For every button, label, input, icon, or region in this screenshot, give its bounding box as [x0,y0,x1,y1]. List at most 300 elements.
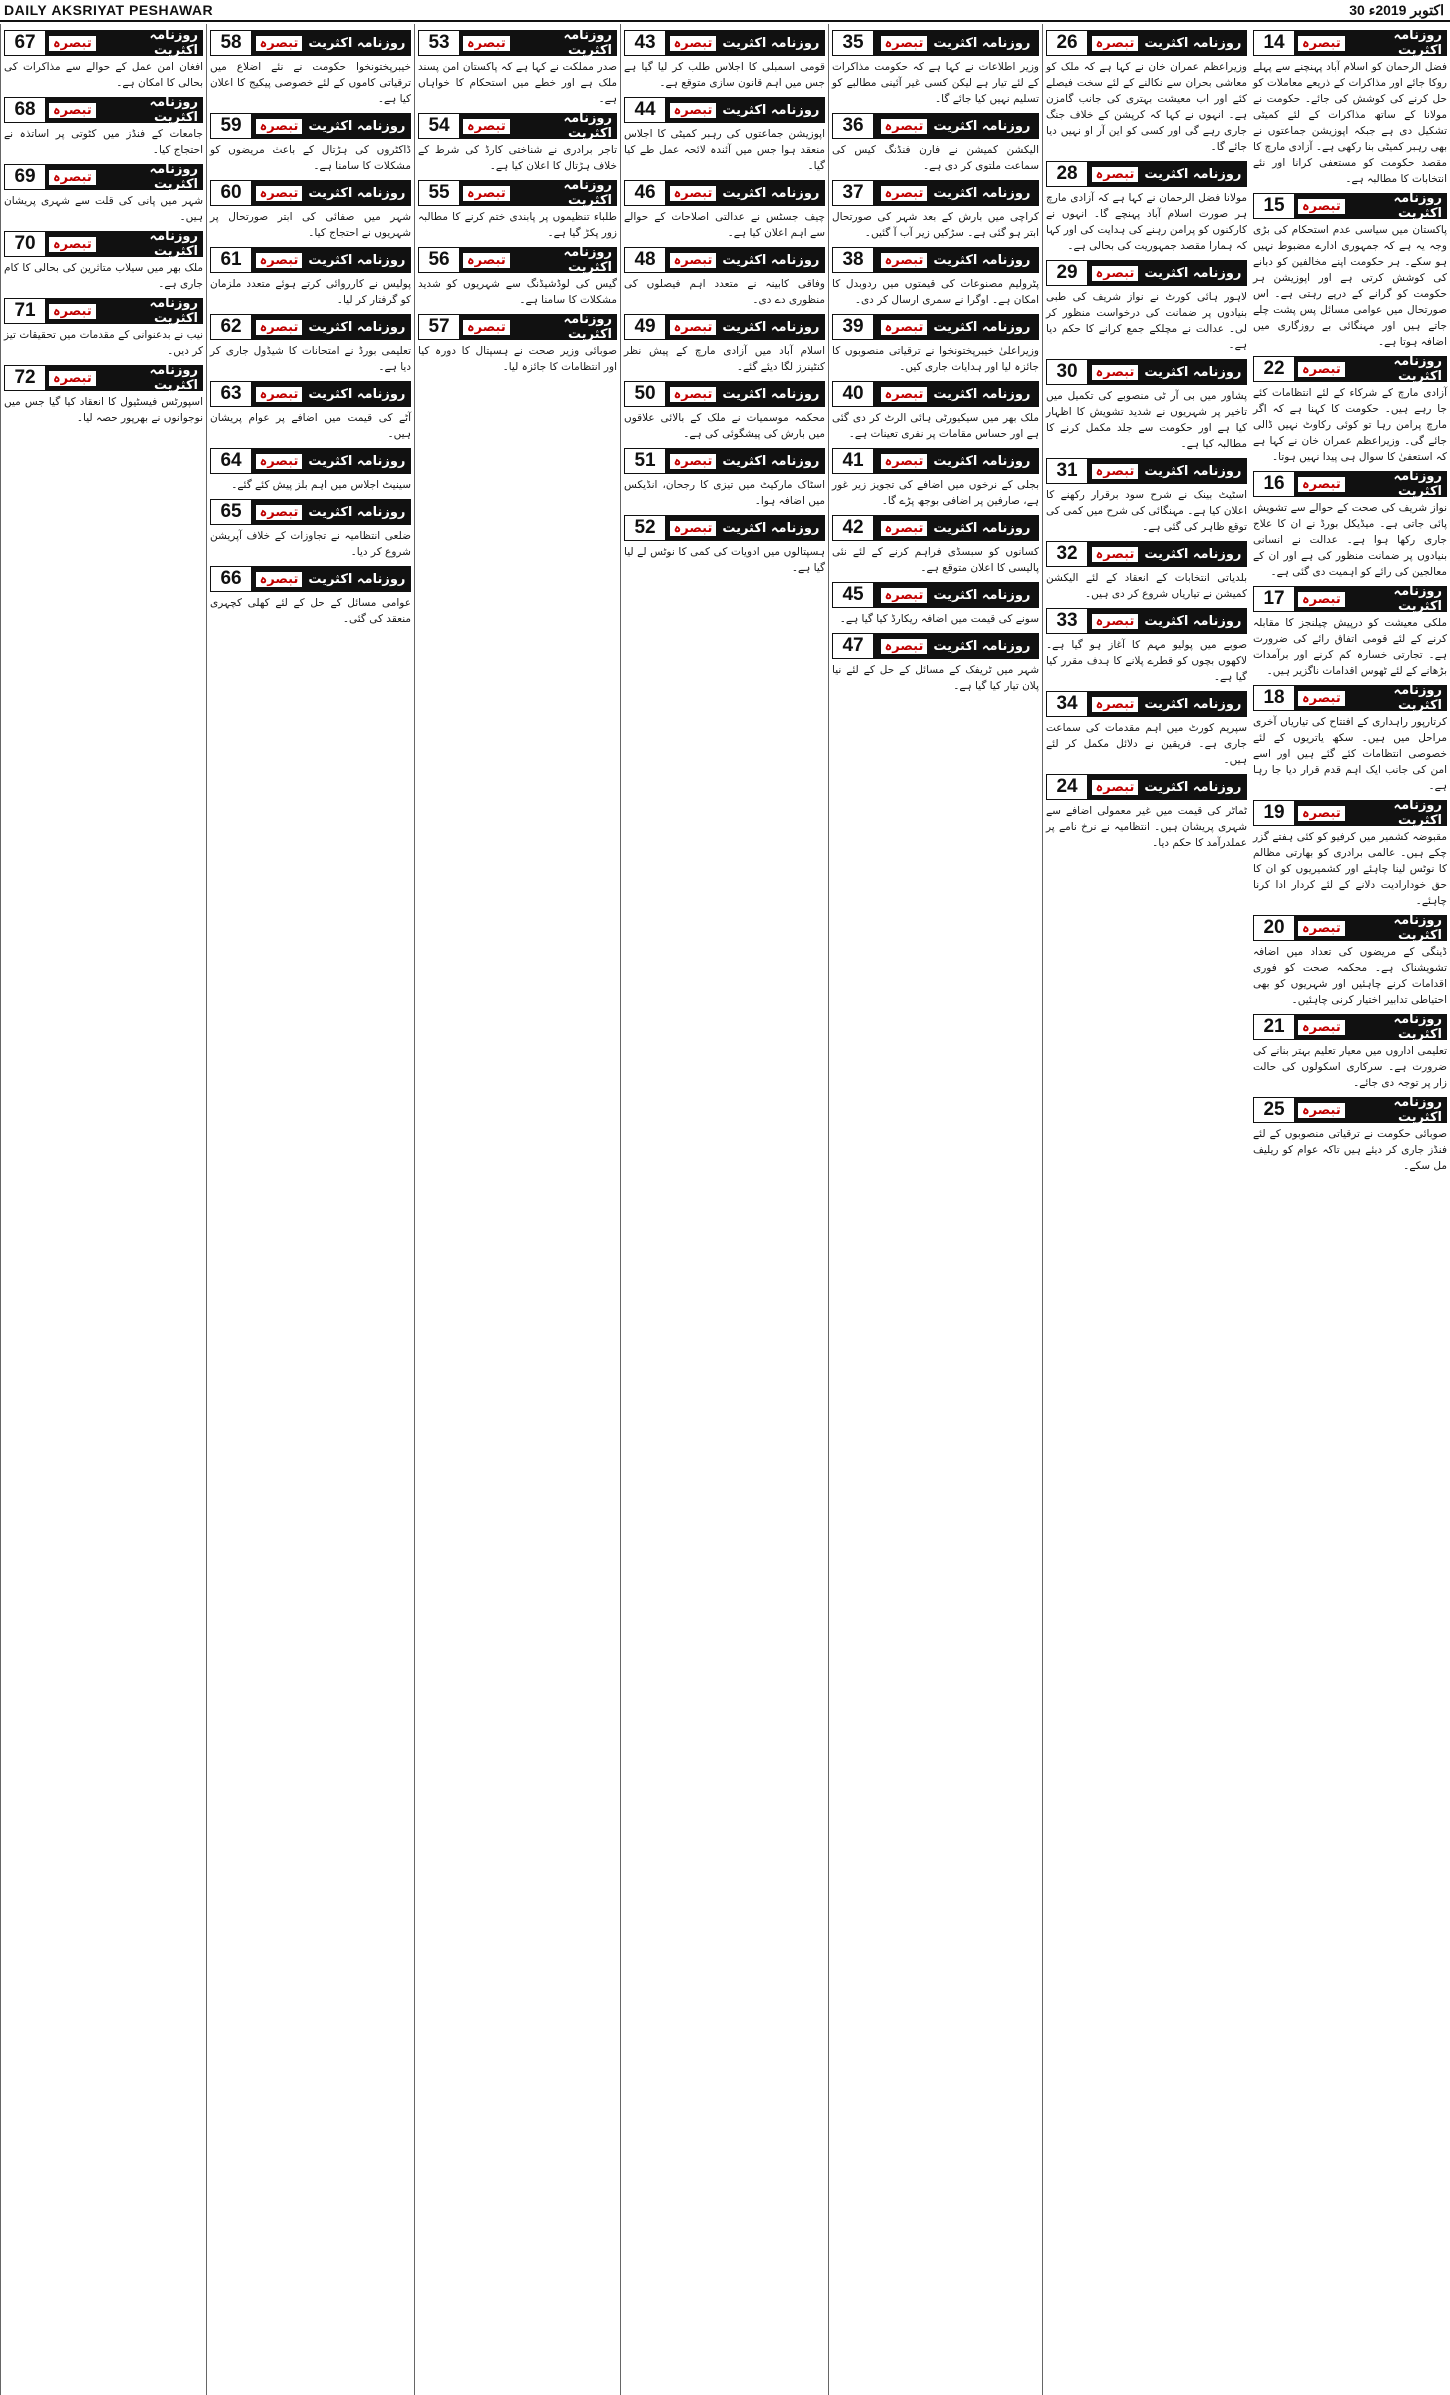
brand-label: تبصرہ [49,237,96,252]
news-item-header [210,247,411,273]
news-item-number: 21 [1254,1015,1294,1039]
brand-label: تبصرہ [1298,921,1345,936]
logo-text: روزنامہ اکثریت [722,185,820,201]
news-item-number: 49 [625,315,665,339]
news-item-text: شہر میں پانی کی قلت سے شہری پریشان ہیں۔ [4,195,203,223]
news-item [1046,541,1247,602]
news-item [832,515,1039,576]
brand-label: تبصرہ [256,119,303,134]
brand-label: تبصرہ [1298,362,1345,377]
paper-logo-tag [45,296,202,326]
logo-text: روزنامہ اکثریت [563,312,612,342]
news-item-number: 42 [833,516,873,540]
brand-label: تبصرہ [881,253,928,268]
logo-text: روزنامہ اکثریت [722,252,820,268]
paper-logo-tag [665,98,824,122]
paper-logo-tag [459,111,616,141]
news-item-header [624,314,825,340]
news-item-text: ملک بھر میں سیلاب متاثرین کی بحالی کا کام جاری ہے۔ [4,262,203,290]
news-item-text: کرتارپور راہداری کے افتتاح کی تیاریاں آخری مراحل میں ہیں۔ سکھ یاتریوں کے لئے خصوصی انتظامات کئے گئے ہیں اور اسے امن کی جانب ایک اہم قدم قرار دیا جا رہا ہے۔ [1253,716,1447,792]
logo-text: روزنامہ اکثریت [308,386,406,402]
news-item-header [832,30,1039,56]
brand-label: تبصرہ [670,454,717,469]
news-item-header [418,180,617,206]
news-item-header [4,97,203,123]
news-item-text: کسانوں کو سبسڈی فراہم کرنے کے لئے نئی پالیسی کا اعلان متوقع ہے۔ [832,546,1039,574]
news-item [1046,458,1247,535]
news-item-number: 37 [833,181,873,205]
logo-text: روزنامہ اکثریت [933,587,1031,603]
logo-text: روزنامہ اکثریت [1144,546,1242,562]
news-item-number: 16 [1254,472,1294,496]
news-item-number: 61 [211,248,251,272]
paper-logo-tag [459,312,616,342]
brand-label: تبصرہ [670,387,717,402]
news-item-number: 35 [833,31,873,55]
news-item-number: 50 [625,382,665,406]
news-item [210,180,411,241]
logo-text: روزنامہ اکثریت [722,319,820,335]
news-item-header [1046,30,1247,56]
news-item-text: جامعات کے فنڈز میں کٹوتی پر اساتذہ نے احتجاج کیا۔ [4,128,203,156]
news-column [206,24,414,2395]
paper-prefix: DAILY [4,2,52,18]
paper-logo-tag [251,382,410,406]
news-item [210,314,411,375]
paper-city: PESHAWAR [124,2,214,18]
logo-text: روزنامہ اکثریت [1393,191,1442,221]
news-item-number: 34 [1047,692,1087,716]
paper-logo-tag [45,229,202,259]
news-item-number: 71 [5,299,45,323]
news-item-text: ضلعی انتظامیہ نے تجاوزات کے خلاف آپریشن شروع کر دیا۔ [210,530,411,558]
news-item-number: 31 [1047,459,1087,483]
news-item-text: آٹے کی قیمت میں اضافے پر عوام پریشان ہیں۔ [210,412,411,440]
news-item-header [832,381,1039,407]
news-item-number: 45 [833,583,873,607]
paper-logo-tag [873,516,1038,540]
logo-text: روزنامہ اکثریت [722,102,820,118]
brand-label: تبصرہ [463,119,510,134]
logo-text: روزنامہ اکثریت [149,28,198,58]
news-item-header [832,633,1039,659]
brand-label: تبصرہ [881,387,928,402]
news-item-header [418,247,617,273]
brand-label: تبصرہ [256,36,303,51]
news-item [1046,691,1247,768]
news-item-text: نیب نے بدعنوانی کے مقدمات میں تحقیقات تیز کر دیں۔ [4,329,203,357]
brand-label: تبصرہ [49,371,96,386]
logo-text: روزنامہ اکثریت [1393,683,1442,713]
paper-logo-tag [873,248,1038,272]
news-item-number: 72 [5,366,45,390]
news-item [210,381,411,442]
brand-label: تبصرہ [670,521,717,536]
news-item-header [1046,458,1247,484]
brand-label: تبصرہ [1298,691,1345,706]
logo-text: روزنامہ اکثریت [722,520,820,536]
paper-logo-tag [251,567,410,591]
news-item-text: مقبوضہ کشمیر میں کرفیو کو کئی ہفتے گزر چکے ہیں۔ عالمی برادری کو بھارتی مظالم کا نوٹس لینا چاہئے اور کشمیریوں کو ان کا حق خودارادیت دلانے کے لئے کردار ادا کرنا چاہئے۔ [1253,831,1447,907]
paper-logo-tag [665,516,824,540]
news-item-header [1253,193,1447,219]
brand-label: تبصرہ [463,253,510,268]
news-item-number: 29 [1047,261,1087,285]
paper-logo-tag [1294,191,1446,221]
news-item-header [210,314,411,340]
news-item [418,314,617,375]
news-item [1253,685,1447,794]
news-item [210,499,411,560]
news-item-header [4,164,203,190]
paper-logo-tag [1294,1095,1446,1125]
news-item [1253,1014,1447,1091]
news-item [624,314,825,375]
news-item-text: اسٹاک مارکیٹ میں تیزی کا رجحان، انڈیکس میں اضافہ ہوا۔ [624,479,825,507]
paper-logo-tag [459,245,616,275]
news-item-text: تاجر برادری نے شناختی کارڈ کی شرط کے خلاف ہڑتال کا اعلان کیا ہے۔ [418,144,617,172]
news-column [414,24,620,2395]
paper-logo-tag [45,363,202,393]
news-item-number: 53 [419,31,459,55]
logo-text: روزنامہ اکثریت [1144,35,1242,51]
news-item [1253,356,1447,465]
news-item-number: 22 [1254,357,1294,381]
news-item-header [624,247,825,273]
brand-label: تبصرہ [1092,36,1139,51]
news-item-text: سپریم کورٹ میں اہم مقدمات کی سماعت جاری ہے۔ فریقین نے دلائل مکمل کر لئے ہیں۔ [1046,722,1247,766]
brand-label: تبصرہ [463,320,510,335]
news-item-header [624,97,825,123]
news-item [1046,260,1247,353]
news-item-number: 68 [5,98,45,122]
news-column [1250,24,1450,2395]
news-item-header [1253,30,1447,56]
news-item-text: صوبائی وزیر صحت نے ہسپتال کا دورہ کیا اور انتظامات کا جائزہ لیا۔ [418,345,617,373]
news-item-number: 17 [1254,587,1294,611]
news-item-text: وزیراعظم عمران خان نے کہا ہے کہ ملک کو معاشی بحران سے نکالنے کے لئے سخت فیصلے کئے اور اب معیشت بہتری کی جانب گامزن ہے۔ انہوں نے کہا کہ کرپشن کے خلاف جنگ جاری رہے گی اور کسی کو این آر او نہیں دیا جائے گا۔ [1046,61,1247,153]
brand-label: تبصرہ [881,454,928,469]
news-item-header [832,180,1039,206]
news-item-text: بلدیاتی انتخابات کے انعقاد کے لئے الیکشن کمیشن نے تیاریاں شروع کر دی ہیں۔ [1046,572,1247,600]
logo-text: روزنامہ اکثریت [149,296,198,326]
brand-label: تبصرہ [1298,1103,1345,1118]
news-item-number: 39 [833,315,873,339]
logo-text: روزنامہ اکثریت [1393,28,1442,58]
news-item-header [624,381,825,407]
news-item [832,582,1039,627]
logo-text: روزنامہ اکثریت [563,245,612,275]
issue-date: 30 اکتوبر 2019ء [1349,2,1444,18]
logo-text: روزنامہ اکثریت [563,111,612,141]
news-item [1253,193,1447,350]
paper-logo-tag [1087,360,1246,384]
news-item-header [1253,586,1447,612]
news-item-text: صوبے میں پولیو مہم کا آغاز ہو گیا ہے۔ لاکھوں بچوں کو قطرے پلانے کا ہدف مقرر کیا گیا ہے۔ [1046,639,1247,683]
news-item-number: 46 [625,181,665,205]
logo-text: روزنامہ اکثریت [933,453,1031,469]
paper-logo-tag [251,315,410,339]
paper-logo-tag [873,31,1038,55]
brand-label: تبصرہ [881,186,928,201]
news-item-header [4,231,203,257]
news-item-header [4,30,203,56]
paper-logo-tag [1294,1012,1446,1042]
news-item-number: 70 [5,232,45,256]
news-item-text: قومی اسمبلی کا اجلاس طلب کر لیا گیا ہے جس میں اہم قانون سازی متوقع ہے۔ [624,61,825,89]
logo-text: روزنامہ اکثریت [1144,613,1242,629]
paper-logo-tag [873,382,1038,406]
news-item-header [624,180,825,206]
news-item [624,180,825,241]
newspaper-page [0,24,1450,2395]
news-item-header [210,113,411,139]
news-item-header [1253,1097,1447,1123]
news-item [1046,608,1247,685]
news-item [832,633,1039,694]
news-item [418,180,617,241]
logo-text: روزنامہ اکثریت [149,229,198,259]
news-column [620,24,828,2395]
paper-logo-tag [1294,683,1446,713]
news-item-number: 52 [625,516,665,540]
news-item [210,30,411,107]
news-item-text: وزیر اطلاعات نے کہا ہے کہ حکومت مذاکرات کے لئے تیار ہے لیکن کسی غیر آئینی مطالبے کو تسلیم نہیں کیا جائے گا۔ [832,61,1039,105]
news-item [624,381,825,442]
paper-logo-tag [459,178,616,208]
news-item-text: آزادی مارچ کے شرکاء کے لئے انتظامات کئے جا رہے ہیں۔ حکومت کا کہنا ہے کہ اگر مارچ پرامن رہا تو کوئی رکاوٹ نہیں ڈالی جائے گی۔ وزیراعظم عمران خان نے کہا ہے کہ استعفیٰ کا سوال ہی پیدا نہیں ہوتا۔ [1253,387,1447,463]
news-item [832,381,1039,442]
news-item [4,365,203,426]
paper-logo-tag [1087,542,1246,566]
logo-text: روزنامہ اکثریت [563,28,612,58]
news-item [832,180,1039,241]
news-item-text: ملک بھر میں سیکیورٹی ہائی الرٹ کر دی گئی ہے اور حساس مقامات پر نفری تعینات ہے۔ [832,412,1039,440]
news-item-header [832,515,1039,541]
news-item-number: 15 [1254,194,1294,218]
paper-logo-tag [459,28,616,58]
news-item-text: گیس کی لوڈشیڈنگ سے شہریوں کو شدید مشکلات کا سامنا ہے۔ [418,278,617,306]
logo-text: روزنامہ اکثریت [308,35,406,51]
brand-label: تبصرہ [1092,780,1139,795]
paper-logo-tag [1087,459,1246,483]
logo-text: روزنامہ اکثریت [1393,1095,1442,1125]
brand-label: تبصرہ [1092,614,1139,629]
brand-label: تبصرہ [256,320,303,335]
paper-logo-tag [45,162,202,192]
brand-label: تبصرہ [670,253,717,268]
news-item-text: ٹماٹر کی قیمت میں غیر معمولی اضافے سے شہری پریشان ہیں۔ انتظامیہ نے نرخ نامے پر عملدرآمد کا حکم دیا۔ [1046,805,1247,849]
news-item-text: ڈینگی کے مریضوں کی تعداد میں اضافہ تشویشناک ہے۔ محکمہ صحت کو فوری اقدامات کرنے چاہئیں اور شہریوں کو بھی احتیاطی تدابیر اختیار کرنی چاہئیں۔ [1253,946,1447,1006]
news-item-header [1253,685,1447,711]
brand-label: تبصرہ [49,170,96,185]
news-item [4,231,203,292]
paper-logo-tag [873,634,1038,658]
paper-logo-tag [251,500,410,524]
news-item-text: خیبرپختونخوا حکومت نے نئے اضلاع میں ترقیاتی کاموں کے لئے خصوصی پیکیج کا اعلان کیا ہے۔ [210,61,411,105]
brand-label: تبصرہ [49,36,96,51]
paper-logo-tag [1087,609,1246,633]
brand-label: تبصرہ [1298,592,1345,607]
logo-text: روزنامہ اکثریت [933,520,1031,536]
news-item [832,113,1039,174]
brand-label: تبصرہ [1092,464,1139,479]
news-item-number: 25 [1254,1098,1294,1122]
news-item [1046,774,1247,851]
news-item-number: 56 [419,248,459,272]
paper-logo-tag [665,181,824,205]
news-item-number: 65 [211,500,251,524]
news-item-text: تعلیمی بورڈ نے امتحانات کا شیڈول جاری کر دیا ہے۔ [210,345,411,373]
news-item-header [1253,471,1447,497]
logo-text: روزنامہ اکثریت [1393,584,1442,614]
logo-text: روزنامہ اکثریت [1393,1012,1442,1042]
brand-label: تبصرہ [256,186,303,201]
news-item [832,30,1039,107]
news-item-header [832,113,1039,139]
news-item-number: 54 [419,114,459,138]
news-item [832,247,1039,308]
brand-label: تبصرہ [670,103,717,118]
brand-label: تبصرہ [49,304,96,319]
logo-text: روزنامہ اکثریت [149,363,198,393]
news-item [210,113,411,174]
news-item-header [210,499,411,525]
news-item-number: 28 [1047,162,1087,186]
news-item-header [210,30,411,56]
logo-text: روزنامہ اکثریت [1144,696,1242,712]
news-item [4,298,203,359]
paper-logo-tag [1294,469,1446,499]
news-item [832,448,1039,509]
news-item-text: تعلیمی اداروں میں معیار تعلیم بہتر بنانے کی ضرورت ہے۔ سرکاری اسکولوں کی حالت زار پر توجہ دی جائے۔ [1253,1045,1447,1089]
news-item-number: 36 [833,114,873,138]
brand-label: تبصرہ [1298,36,1345,51]
news-item [832,314,1039,375]
news-item-text: فضل الرحمان کو اسلام آباد پہنچنے سے پہلے روکا جائے اور مذاکرات کے ذریعے معاملات کو حل کرنے کی کوشش کی جائے۔ حکومت نے مولانا کے ساتھ مذاکرات کے لئے کمیٹی تشکیل دی ہے جبکہ اپوزیشن جماعتوں نے بھی رہبر کمیٹی بنا رکھی ہے۔ آزادی مارچ کا مقصد حکومت کو مستعفی کرانا اور نئے انتخابات کا مطالبہ ہے۔ [1253,61,1447,185]
news-item-number: 51 [625,449,665,473]
paper-title [4,2,213,18]
news-item-text: اپوزیشن جماعتوں کی رہبر کمیٹی کا اجلاس منعقد ہوا جس میں آئندہ لائحہ عمل طے کیا گیا۔ [624,128,825,172]
news-item [1253,915,1447,1008]
logo-text: روزنامہ اکثریت [1144,166,1242,182]
news-item-text: مولانا فضل الرحمان نے کہا ہے کہ آزادی مارچ ہر صورت اسلام آباد پہنچے گا۔ انہوں نے کارکنوں کو پرامن رہنے کی ہدایت کی اور کہا کہ ہمارا مقصد جمہوریت کی بحالی ہے۔ [1046,192,1247,252]
news-item [1046,30,1247,155]
paper-logo-tag [1087,775,1246,799]
logo-text: روزنامہ اکثریت [1393,354,1442,384]
news-item-number: 38 [833,248,873,272]
news-item-text: ملکی معیشت کو درپیش چیلنجز کا مقابلہ کرنے کے لئے قومی اتفاق رائے کی ضرورت ہے۔ تجارتی خسارہ کم کرنے اور برآمدات بڑھانے کے لئے ٹھوس اقدامات ناگزیر ہیں۔ [1253,617,1447,677]
news-item-number: 69 [5,165,45,189]
news-item-text: نواز شریف کی صحت کے حوالے سے تشویش پائی جاتی ہے۔ میڈیکل بورڈ نے ان کا علاج جاری رکھا ہوا ہے۔ عدالت نے انسانی بنیادوں پر ضمانت منظور کی ہے اور ان کے معالجین کی رائے کو اہمیت دی گئی ہے۔ [1253,502,1447,578]
news-item-number: 26 [1047,31,1087,55]
paper-logo-tag [873,181,1038,205]
news-item-header [1046,260,1247,286]
news-item-text: عوامی مسائل کے حل کے لئے کھلی کچہری منعقد کی گئی۔ [210,597,411,625]
brand-label: تبصرہ [1298,199,1345,214]
news-item-header [210,381,411,407]
paper-logo-tag [1087,31,1246,55]
paper-logo-tag [873,315,1038,339]
logo-text: روزنامہ اکثریت [149,95,198,125]
logo-text: روزنامہ اکثریت [933,35,1031,51]
news-item-header [4,365,203,391]
news-item-header [1253,356,1447,382]
brand-label: تبصرہ [1298,1020,1345,1035]
news-item-text: بجلی کے نرخوں میں اضافے کی تجویز زیر غور ہے، صارفین پر اضافی بوجھ پڑے گا۔ [832,479,1039,507]
news-item-header [418,113,617,139]
brand-label: تبصرہ [670,320,717,335]
news-item-header [210,566,411,592]
paper-logo-tag [1087,162,1246,186]
news-item [418,247,617,308]
paper-logo-tag [1294,28,1446,58]
news-item-text: وزیراعلیٰ خیبرپختونخوا نے ترقیاتی منصوبوں کا جائزہ لیا اور ہدایات جاری کیں۔ [832,345,1039,373]
logo-text: روزنامہ اکثریت [933,319,1031,335]
news-item [624,30,825,91]
news-item-number: 20 [1254,916,1294,940]
news-item-number: 47 [833,634,873,658]
paper-name: AKSRIYAT [51,2,125,18]
brand-label: تبصرہ [1092,365,1139,380]
news-item-header [1046,774,1247,800]
news-item [4,164,203,225]
brand-label: تبصرہ [463,186,510,201]
brand-label: تبصرہ [1092,167,1139,182]
news-item [4,30,203,91]
news-item [1046,359,1247,452]
news-item-header [1046,359,1247,385]
news-item-header [624,30,825,56]
news-item [624,515,825,576]
news-item-text: اسلام آباد میں آزادی مارچ کے پیش نظر کنٹینرز لگا دیئے گئے۔ [624,345,825,373]
news-item-number: 44 [625,98,665,122]
paper-logo-tag [45,28,202,58]
news-item-text: اسپورٹس فیسٹیول کا انعقاد کیا گیا جس میں نوجوانوں نے بھرپور حصہ لیا۔ [4,396,203,424]
news-item-header [624,448,825,474]
news-item-number: 40 [833,382,873,406]
brand-label: تبصرہ [881,521,928,536]
paper-logo-tag [251,114,410,138]
news-item-text: وفاقی کابینہ نے متعدد اہم فیصلوں کی منظوری دے دی۔ [624,278,825,306]
news-item [1046,161,1247,254]
news-item [4,97,203,158]
news-item-header [1046,541,1247,567]
logo-text: روزنامہ اکثریت [933,118,1031,134]
news-item-number: 63 [211,382,251,406]
paper-logo-tag [1294,584,1446,614]
paper-logo-tag [251,449,410,473]
news-item-header [418,314,617,340]
news-item-number: 19 [1254,801,1294,825]
brand-label: تبصرہ [1298,806,1345,821]
news-item-text: چیف جسٹس نے عدالتی اصلاحات کے حوالے سے اہم اعلان کیا ہے۔ [624,211,825,239]
news-item-header [1046,691,1247,717]
brand-label: تبصرہ [256,572,303,587]
paper-logo-tag [873,583,1038,607]
news-item-number: 30 [1047,360,1087,384]
news-item-header [418,30,617,56]
paper-logo-tag [251,31,410,55]
news-item-text: ہسپتالوں میں ادویات کی کمی کا نوٹس لے لیا گیا ہے۔ [624,546,825,574]
news-item-text: پٹرولیم مصنوعات کی قیمتوں میں ردوبدل کا امکان ہے۔ اوگرا نے سمری ارسال کر دی۔ [832,278,1039,306]
brand-label: تبصرہ [1092,697,1139,712]
paper-logo-tag [665,449,824,473]
paper-logo-tag [1294,913,1446,943]
logo-text: روزنامہ اکثریت [308,185,406,201]
news-item-text: کراچی میں بارش کے بعد شہر کی صورتحال ابتر ہو گئی ہے۔ سڑکیں زیر آب آ گئیں۔ [832,211,1039,239]
brand-label: تبصرہ [256,253,303,268]
